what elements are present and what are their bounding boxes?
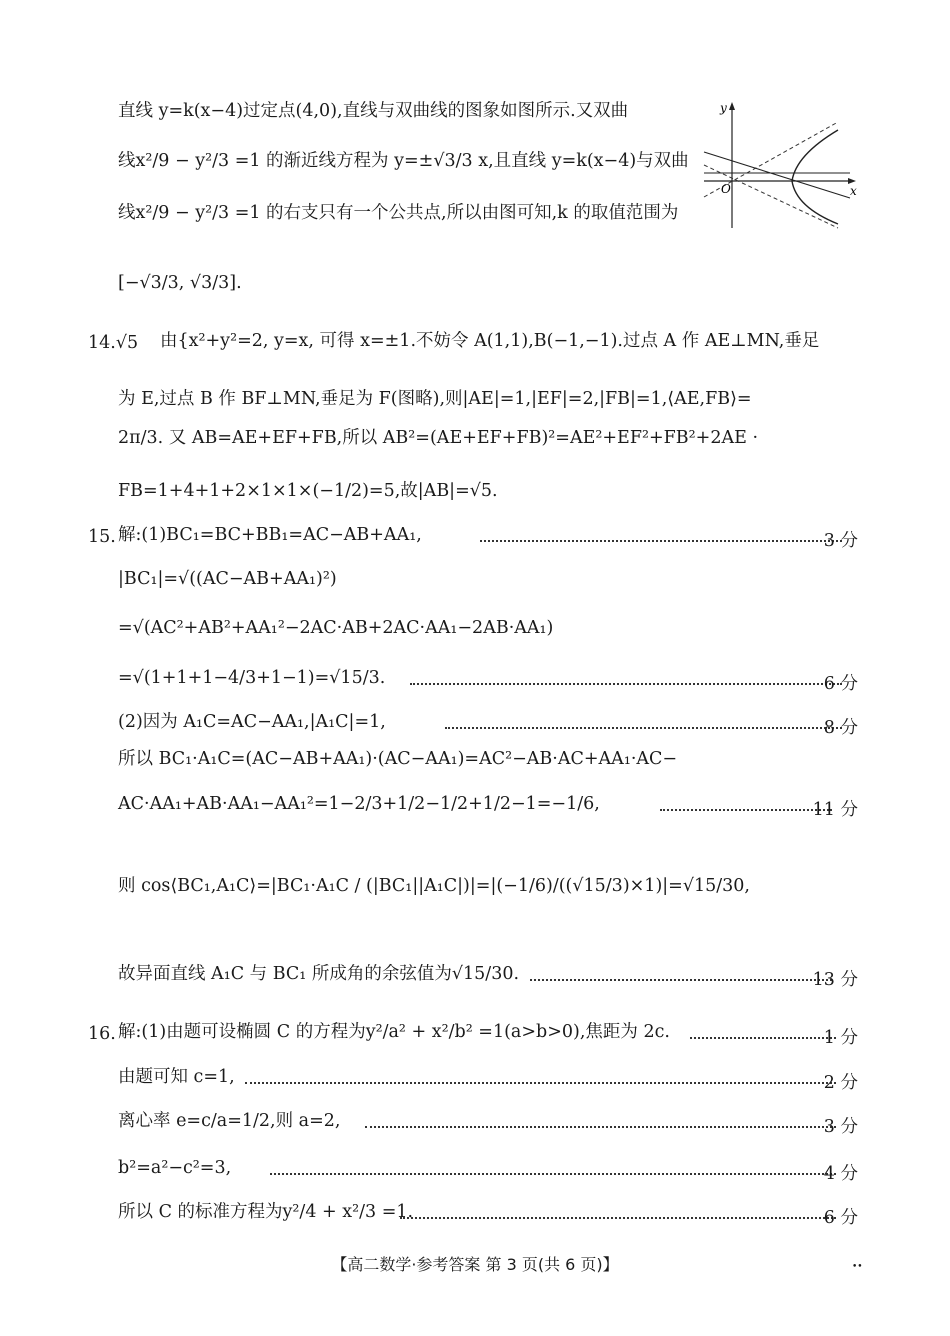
- p14-answer: √5: [115, 333, 139, 353]
- p15-leader-1: [480, 540, 842, 542]
- p15-line-1: 解:(1)BC₁=BC+BB₁=AC−AB+AA₁,: [118, 525, 422, 545]
- p15-line-3: =√(AC²+AB²+AA₁²−2AC·AB+2AC·AA₁−2AB·AA₁): [118, 618, 554, 638]
- p15-line-6: 所以 BC₁·A₁C=(AC−AB+AA₁)·(AC−AA₁)=AC²−AB·AC+AA₁·AC−: [118, 749, 678, 769]
- p15-line-8: 则 cos⟨BC₁,A₁C⟩=|BC₁·A₁C / (|BC₁||A₁C|)|=|(−1/6)/((√15/3)×1)|=√15/30,: [118, 876, 750, 896]
- origin-label: O: [721, 182, 731, 196]
- p15-score-4: 6 分: [823, 674, 858, 694]
- p15-line-7: AC·AA₁+AB·AA₁−AA₁²=1−2/3+1/2−1/2+1/2−1=−1/6,: [118, 794, 600, 814]
- p16-number: 16.: [88, 1024, 116, 1044]
- p13-line-3: 线x²/9 − y²/3 =1 的右支只有一个公共点,所以由图可知,k 的取值范围为: [118, 203, 679, 223]
- y-axis-arrow: [729, 102, 735, 110]
- p16-leader-1: [690, 1037, 836, 1039]
- asymptote-down: [704, 165, 838, 228]
- p15-leader-4: [410, 683, 842, 685]
- p16-line-5: 所以 C 的标准方程为y²/4 + x²/3 =1.: [118, 1202, 414, 1222]
- p15-line-9: 故异面直线 A₁C 与 BC₁ 所成角的余弦值为√15/30.: [118, 964, 520, 984]
- p15-score-1: 3 分: [823, 531, 858, 551]
- p14-line-2: 为 E,过点 B 作 BF⊥MN,垂足为 F(图略),则|AE|=1,|EF|=2,|FB|=1,⟨AE,FB⟩=: [118, 389, 752, 409]
- p15-line-2: |BC₁|=√((AC−AB+AA₁)²): [118, 569, 337, 589]
- p16-score-1: 1 分: [823, 1028, 858, 1048]
- hyperbola-figure: [700, 100, 860, 230]
- p13-line-4: [−√3/3, √3/3].: [118, 273, 242, 293]
- p15-score-9: 13 分: [812, 970, 858, 990]
- p15-line-5: (2)因为 A₁C=AC−AA₁,|A₁C|=1,: [118, 712, 386, 732]
- p16-score-4: 4 分: [823, 1164, 858, 1184]
- p15-line-4: =√(1+1+1−4/3+1−1)=√15/3.: [118, 668, 386, 688]
- p16-score-5: 6 分: [823, 1208, 858, 1228]
- p16-line-4: b²=a²−c²=3,: [118, 1158, 232, 1178]
- p16-line-3: 离心率 e=c/a=1/2,则 a=2,: [118, 1111, 341, 1131]
- p15-score-7: 11 分: [812, 800, 858, 820]
- y-axis-label: y: [720, 101, 727, 115]
- p14-line-3: 2π/3. 又 AB=AE+EF+FB,所以 AB²=(AE+EF+FB)²=AE²+EF²+FB²+2AE ·: [118, 428, 759, 448]
- page-footer: 【高二数学·参考答案 第 3 页(共 6 页)】: [331, 1255, 619, 1274]
- p16-line-2: 由题可知 c=1,: [118, 1067, 235, 1087]
- p15-score-5: 8 分: [823, 718, 858, 738]
- p16-leader-3: [365, 1126, 836, 1128]
- p14-line-1: 由{x²+y²=2, y=x, 可得 x=±1.不妨令 A(1,1),B(−1,−1).过点 A 作 AE⊥MN,垂足: [160, 331, 820, 351]
- p16-leader-4: [270, 1173, 836, 1175]
- p15-leader-7: [660, 809, 832, 811]
- p14-number: 14.√5: [88, 333, 139, 353]
- p16-score-3: 3 分: [823, 1117, 858, 1137]
- x-axis-label: x: [850, 184, 857, 198]
- p16-leader-2: [245, 1082, 836, 1084]
- p13-line-2: 线x²/9 − y²/3 =1 的渐近线方程为 y=±√3/3 x,且直线 y=k(x−4)与双曲: [118, 151, 689, 171]
- corner-mark: ••: [852, 1262, 863, 1272]
- p15-leader-5: [445, 727, 842, 729]
- p15-number: 15.: [88, 527, 116, 547]
- p15-leader-9: [530, 979, 832, 981]
- p16-leader-5: [400, 1217, 836, 1219]
- p13-line-1: 直线 y=k(x−4)过定点(4,0),直线与双曲线的图象如图所示.又双曲: [118, 101, 629, 121]
- p16-score-2: 2 分: [823, 1073, 858, 1093]
- p14-line-4: FB=1+4+1+2×1×1×(−1/2)=5,故|AB|=√5.: [118, 481, 498, 501]
- p16-line-1: 解:(1)由题可设椭圆 C 的方程为y²/a² + x²/b² =1(a>b>0),焦距为 2c.: [118, 1022, 670, 1042]
